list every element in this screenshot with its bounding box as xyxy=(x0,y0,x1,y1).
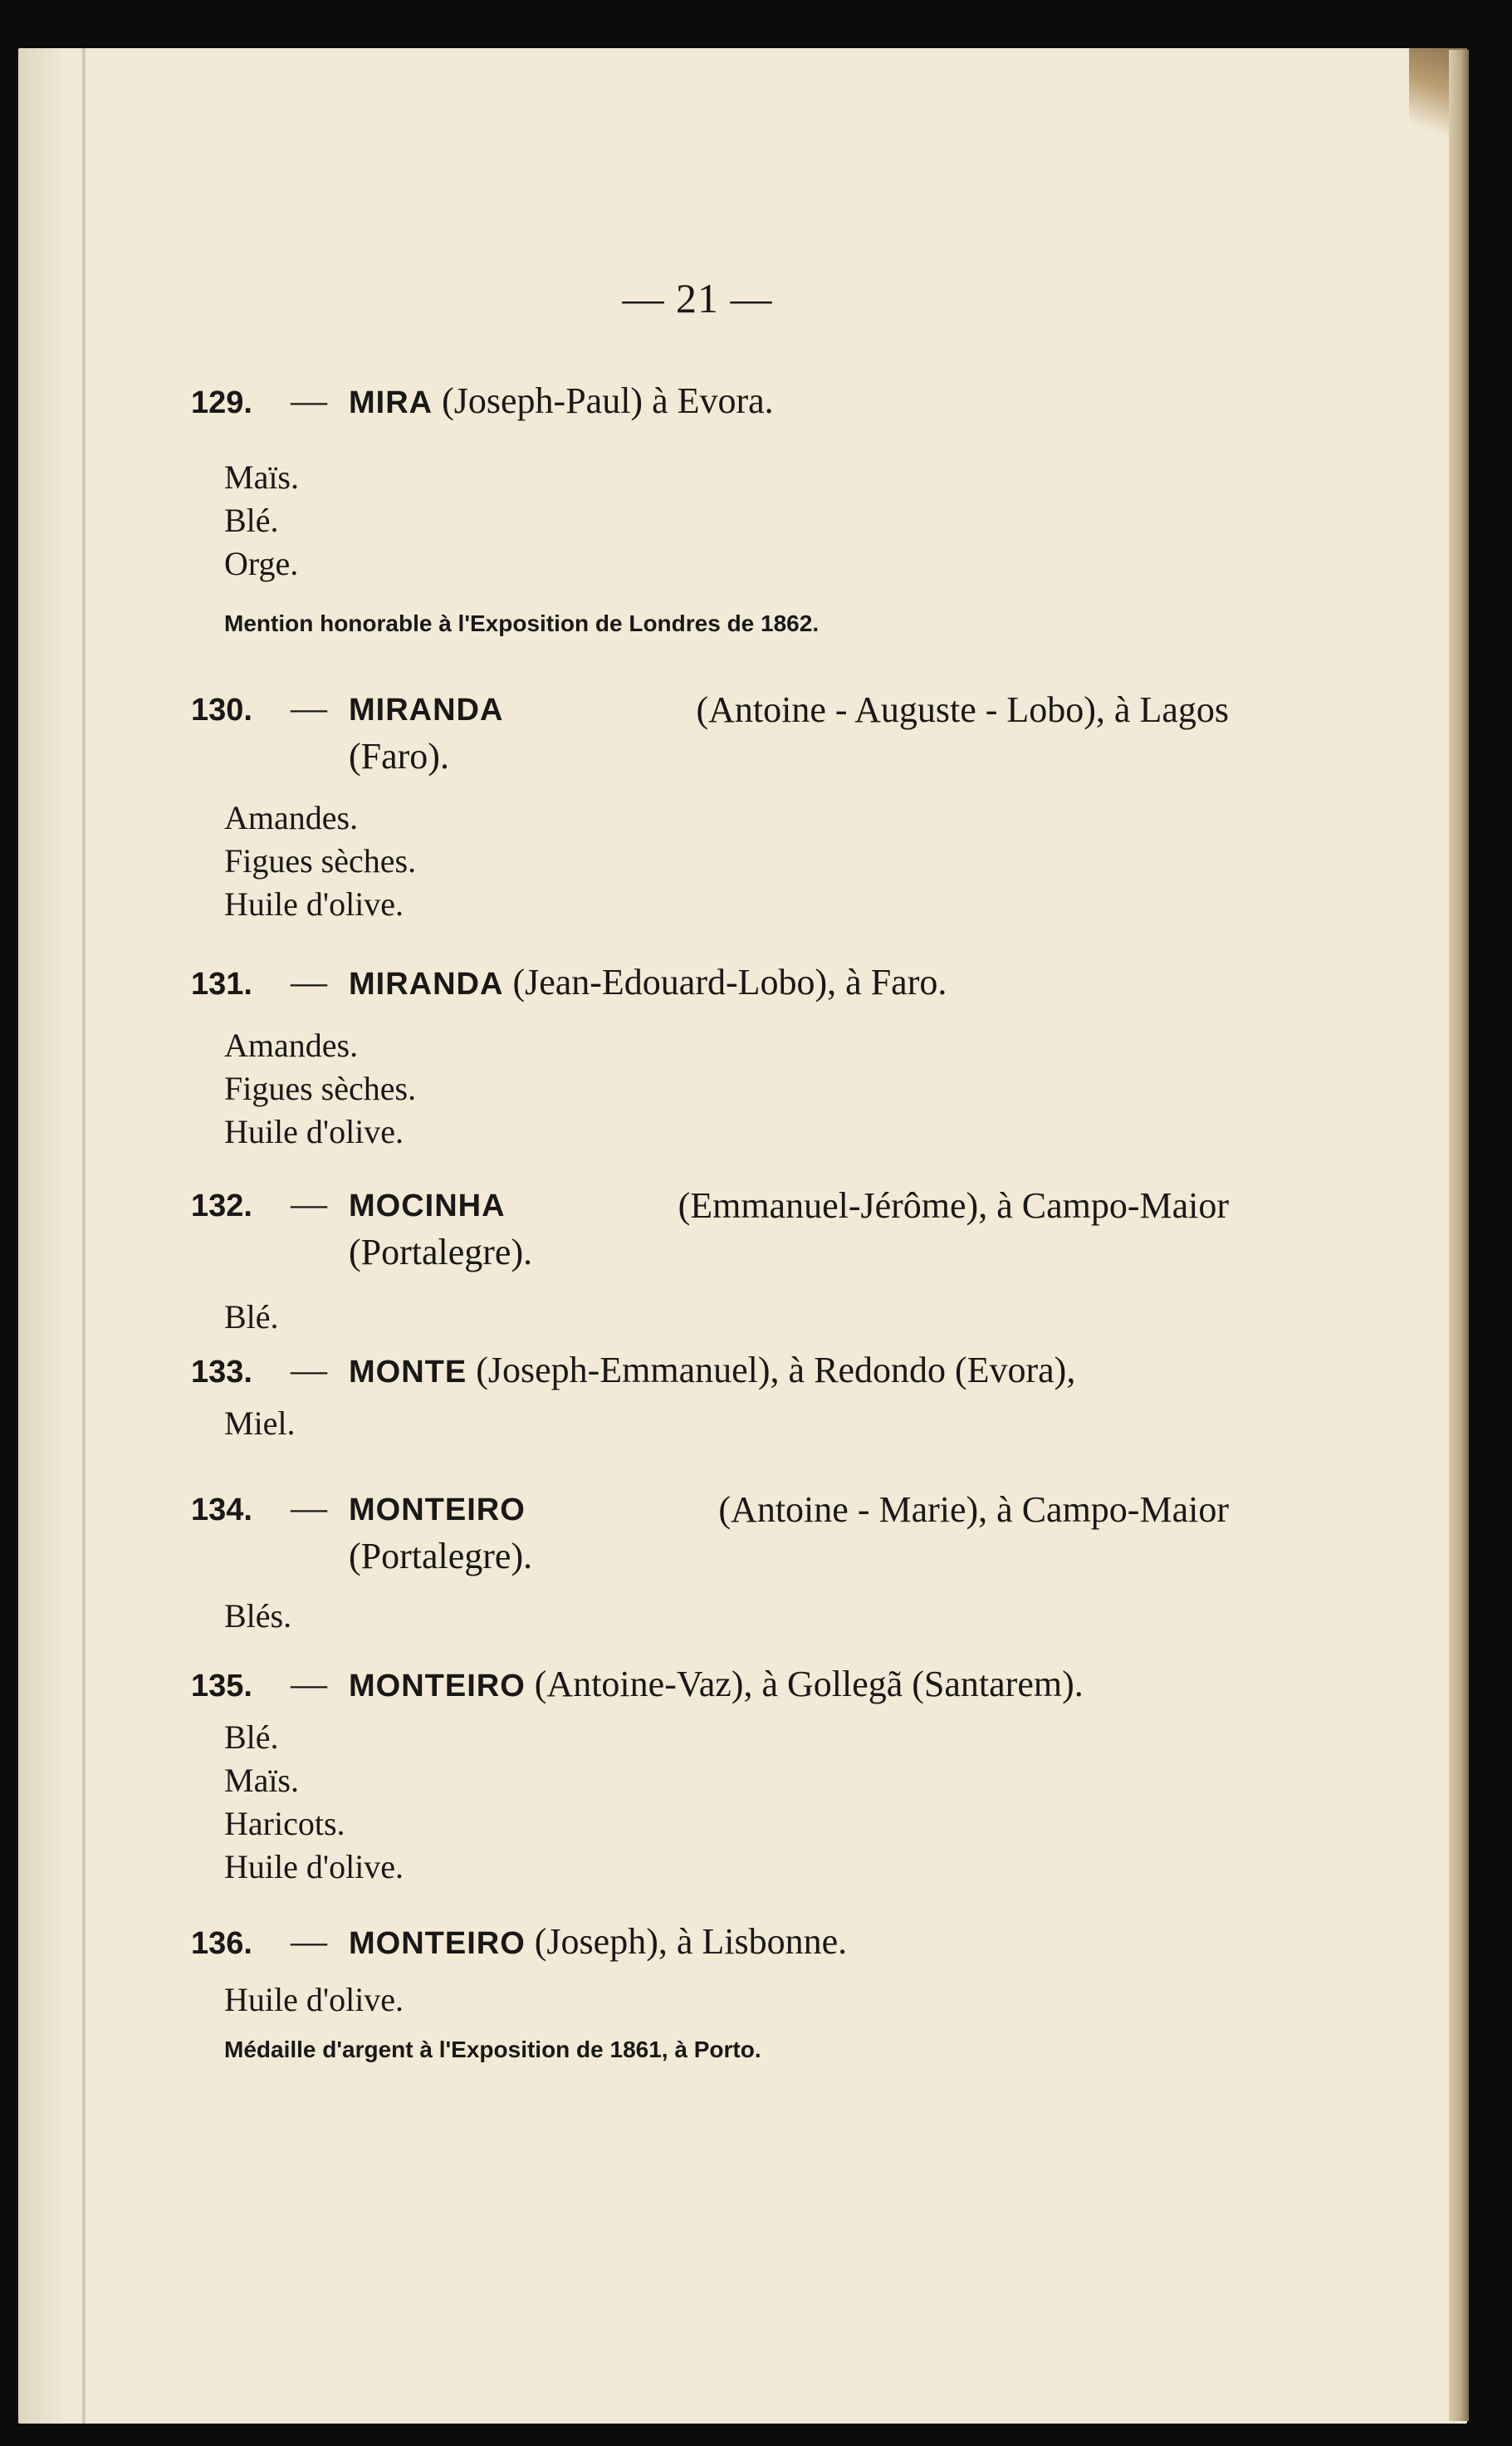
product-item: Figues sèches. xyxy=(224,842,417,880)
entry-132 xyxy=(191,1181,1229,1339)
entry-dash: — xyxy=(291,962,327,1002)
entry-text xyxy=(349,1347,1229,1395)
award-note: Médaille d'argent à l'Exposition de 1861, à Porto. xyxy=(224,2037,761,2062)
exhibitor-details: (Antoine-Vaz), à Gollegã (Santarem). xyxy=(534,1664,1084,1704)
product-item: Huile d'olive. xyxy=(224,885,404,923)
exhibitor-details: (Antoine - Marie), à Campo-Maior xyxy=(718,1489,1229,1530)
entry-header xyxy=(191,1485,1229,1533)
exhibitor-details-continued: (Portalegre). xyxy=(349,1232,533,1272)
entry-number: 130. xyxy=(191,693,252,728)
entry-dash: — xyxy=(291,1350,327,1390)
entry-number: 136. xyxy=(191,1926,252,1961)
entry-number: 133. xyxy=(191,1355,252,1390)
product-item: Amandes. xyxy=(224,1027,359,1064)
exhibitor-details-continued: (Faro). xyxy=(349,736,449,777)
entry-header xyxy=(191,1347,1229,1395)
product-item: Figues sèches. xyxy=(224,1070,417,1107)
product-item: Huile d'olive. xyxy=(224,1113,404,1150)
entry-number: 131. xyxy=(191,967,252,1002)
entry-129 xyxy=(191,378,1229,640)
entry-header xyxy=(191,1919,1229,1967)
entry-dash: — xyxy=(291,1664,327,1704)
entry-header xyxy=(191,1181,1229,1229)
product-list xyxy=(224,1595,1229,1638)
product-item: Blé. xyxy=(224,502,279,539)
entry-text xyxy=(349,1919,1229,1967)
page-shadow xyxy=(18,48,68,2424)
exhibitor-name: MONTEIRO xyxy=(349,1926,526,1961)
entry-134 xyxy=(191,1485,1229,1638)
product-list xyxy=(224,1024,1229,1154)
page-edge xyxy=(1449,50,1469,2421)
entry-dash: — xyxy=(291,1921,327,1962)
entry-text xyxy=(349,1661,1229,1709)
entry-136 xyxy=(191,1919,1229,2066)
entry-header xyxy=(191,685,1229,733)
exhibitor-details: (Joseph), à Lisbonne. xyxy=(534,1921,848,1962)
exhibitor-name: MONTEIRO xyxy=(349,1669,526,1703)
product-list xyxy=(224,1978,1229,2022)
product-item: Huile d'olive. xyxy=(224,1981,404,2018)
product-list xyxy=(224,1296,1229,1339)
exhibitor-details: (Jean-Edouard-Lobo), à Faro. xyxy=(512,962,947,1002)
exhibitor-details-continued: (Portalegre). xyxy=(349,1536,533,1576)
exhibitor-details: (Joseph-Emmanuel), à Redondo (Evora), xyxy=(476,1350,1076,1390)
product-item: Amandes. xyxy=(224,799,359,836)
entry-dash: — xyxy=(291,380,327,421)
exhibitor-name: MONTE xyxy=(349,1355,467,1390)
product-list xyxy=(224,1716,1229,1889)
product-item: Blés. xyxy=(224,1597,292,1635)
exhibitor-details: (Antoine - Auguste - Lobo), à Lagos xyxy=(696,689,1229,730)
entry-text xyxy=(349,959,1229,1007)
product-item: Blé. xyxy=(224,1298,279,1336)
binding-gutter xyxy=(81,48,86,2424)
entry-135 xyxy=(191,1661,1229,1889)
entry-text xyxy=(349,687,1229,733)
entry-dash: — xyxy=(291,1488,327,1528)
entry-number: 134. xyxy=(191,1493,252,1527)
product-item: Huile d'olive. xyxy=(224,1848,404,1885)
product-item: Maïs. xyxy=(224,458,299,496)
entry-130 xyxy=(191,685,1229,926)
product-item: Miel. xyxy=(224,1404,296,1442)
entry-number: 135. xyxy=(191,1669,252,1703)
page-number: — 21 — xyxy=(622,275,773,321)
product-list xyxy=(224,1402,1229,1445)
entry-number: 129. xyxy=(191,385,252,420)
product-item: Orge. xyxy=(224,545,299,582)
entry-dash: — xyxy=(291,1184,327,1224)
entry-header xyxy=(191,1661,1229,1709)
exhibitor-name: MONTEIRO xyxy=(349,1493,526,1527)
product-item: Blé. xyxy=(224,1718,279,1756)
entry-133 xyxy=(191,1347,1229,1445)
award-note: Mention honorable à l'Exposition de Londres de 1862. xyxy=(224,610,820,636)
entry-dash: — xyxy=(291,688,327,728)
exhibitor-name: MIRANDA xyxy=(349,967,504,1002)
product-item: Maïs. xyxy=(224,1762,299,1799)
entry-number: 132. xyxy=(191,1189,252,1223)
exhibitor-name: MOCINHA xyxy=(349,1189,506,1223)
entry-text xyxy=(349,1487,1229,1533)
entry-header xyxy=(191,378,1229,426)
exhibitor-details: (Joseph-Paul) à Evora. xyxy=(442,380,774,421)
entry-text xyxy=(349,378,1229,426)
entry-text xyxy=(349,1183,1229,1229)
entry-131 xyxy=(191,959,1229,1154)
exhibitor-name: MIRA xyxy=(349,385,433,420)
entry-header xyxy=(191,959,1229,1007)
product-item: Haricots. xyxy=(224,1805,345,1842)
exhibitor-name: MIRANDA xyxy=(349,693,504,728)
product-list xyxy=(224,797,1229,926)
product-list xyxy=(224,456,1229,586)
exhibitor-details: (Emmanuel-Jérôme), à Campo-Maior xyxy=(678,1185,1229,1226)
